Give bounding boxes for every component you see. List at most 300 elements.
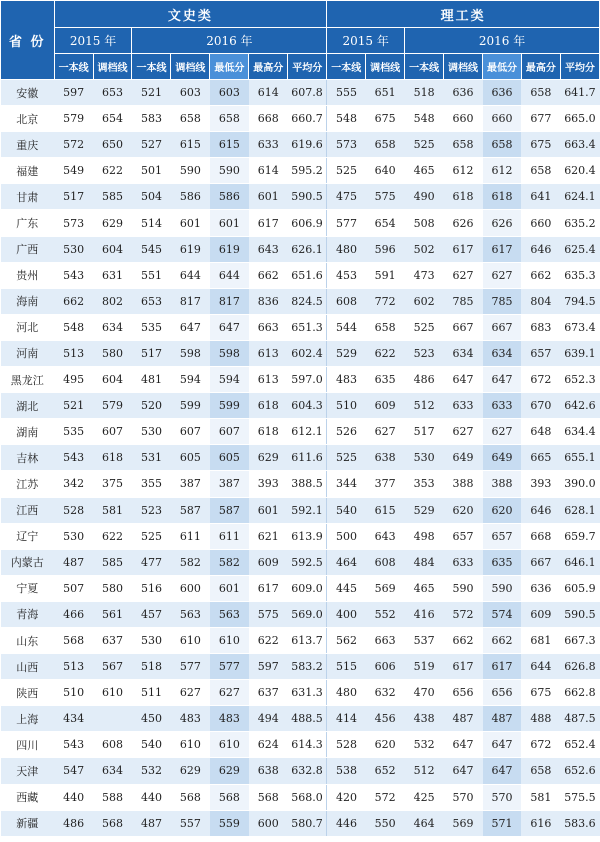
score-cell: 652.3 — [560, 367, 599, 393]
score-cell: 543 — [54, 262, 93, 288]
score-cell: 646.1 — [560, 549, 599, 575]
score-cell: 601 — [249, 497, 288, 523]
table-row — [1, 575, 600, 601]
score-cell: 582 — [171, 549, 210, 575]
score-cell: 635.3 — [560, 262, 599, 288]
province-cell: 山东 — [1, 627, 55, 653]
score-cell: 500 — [327, 523, 366, 549]
table-row — [1, 236, 600, 262]
score-cell: 526 — [327, 419, 366, 445]
score-cell: 610 — [171, 732, 210, 758]
score-cell: 662 — [249, 262, 288, 288]
score-cell: 487 — [54, 549, 93, 575]
score-cell: 481 — [132, 367, 171, 393]
score-cell: 518 — [405, 80, 444, 106]
score-cell: 629 — [93, 210, 132, 236]
score-cell: 590.5 — [288, 184, 327, 210]
score-cell: 550 — [366, 810, 405, 836]
score-cell: 633 — [249, 132, 288, 158]
score-cell: 525 — [405, 132, 444, 158]
score-cell: 342 — [54, 471, 93, 497]
score-cell: 639.1 — [560, 340, 599, 366]
score-cell: 601 — [171, 210, 210, 236]
score-cell: 473 — [405, 262, 444, 288]
score-cell: 532 — [132, 758, 171, 784]
score-cell: 464 — [405, 810, 444, 836]
score-cell: 594 — [210, 367, 249, 393]
score-cell: 574 — [483, 601, 522, 627]
score-cell: 520 — [132, 393, 171, 419]
score-cell: 651.6 — [288, 262, 327, 288]
province-cell: 吉林 — [1, 445, 55, 471]
score-cell: 622 — [93, 523, 132, 549]
score-cell: 377 — [366, 471, 405, 497]
score-cell: 620 — [483, 497, 522, 523]
score-cell: 611.6 — [288, 445, 327, 471]
score-cell: 620 — [366, 732, 405, 758]
table-row — [1, 393, 600, 419]
score-cell: 393 — [249, 471, 288, 497]
score-cell: 501 — [132, 158, 171, 184]
score-cell: 628.1 — [560, 497, 599, 523]
score-cell: 575 — [366, 184, 405, 210]
score-cell: 637 — [93, 627, 132, 653]
score-cell: 646 — [521, 236, 560, 262]
score-cell: 525 — [132, 523, 171, 549]
score-cell: 647 — [210, 314, 249, 340]
score-cell: 543 — [54, 732, 93, 758]
province-cell: 新疆 — [1, 810, 55, 836]
score-cell: 648 — [521, 419, 560, 445]
year-2015-header-li: 2015 年 — [327, 28, 405, 54]
score-cell: 588 — [93, 784, 132, 810]
score-cell: 483 — [210, 706, 249, 732]
province-cell: 上海 — [1, 706, 55, 732]
table-row — [1, 210, 600, 236]
score-cell: 517 — [405, 419, 444, 445]
score-cell: 614 — [249, 80, 288, 106]
score-cell: 599 — [171, 393, 210, 419]
score-cell: 571 — [483, 810, 522, 836]
score-cell: 528 — [327, 732, 366, 758]
score-cell: 580 — [93, 340, 132, 366]
table-row — [1, 706, 600, 732]
score-cell: 438 — [405, 706, 444, 732]
score-cell: 590 — [171, 158, 210, 184]
score-cell: 655.1 — [560, 445, 599, 471]
table-row — [1, 732, 600, 758]
province-cell: 山西 — [1, 654, 55, 680]
score-cell: 580.7 — [288, 810, 327, 836]
score-cell: 537 — [405, 627, 444, 653]
score-cell: 772 — [366, 288, 405, 314]
score-cell: 665.0 — [560, 106, 599, 132]
score-cell: 619 — [171, 236, 210, 262]
score-cell: 635 — [483, 549, 522, 575]
score-cell: 600 — [171, 575, 210, 601]
score-cell: 610 — [210, 732, 249, 758]
score-cell: 615 — [210, 132, 249, 158]
score-cell: 548 — [54, 314, 93, 340]
score-cell: 510 — [327, 393, 366, 419]
score-cell: 525 — [327, 158, 366, 184]
col-header-tiaodang: 调档线 — [171, 54, 210, 80]
score-cell: 632.8 — [288, 758, 327, 784]
score-cell: 633 — [444, 549, 483, 575]
score-cell: 663.4 — [560, 132, 599, 158]
score-cell: 390.0 — [560, 471, 599, 497]
score-cell: 817 — [210, 288, 249, 314]
score-cell: 647 — [483, 732, 522, 758]
score-cell: 602 — [405, 288, 444, 314]
score-cell: 549 — [54, 158, 93, 184]
score-cell: 416 — [405, 601, 444, 627]
table-row — [1, 367, 600, 393]
score-cell: 615 — [171, 132, 210, 158]
col-header-yiben: 一本线 — [327, 54, 366, 80]
score-cell: 457 — [132, 601, 171, 627]
score-cell: 616 — [521, 810, 560, 836]
score-cell: 561 — [93, 601, 132, 627]
score-cell: 585 — [93, 184, 132, 210]
col-header-min: 最低分 — [483, 54, 522, 80]
score-cell: 627 — [171, 680, 210, 706]
province-cell: 宁夏 — [1, 575, 55, 601]
year-2016-header-wen: 2016 年 — [132, 28, 327, 54]
table-row — [1, 106, 600, 132]
score-cell: 535 — [54, 419, 93, 445]
score-cell: 488 — [521, 706, 560, 732]
score-cell: 604 — [93, 236, 132, 262]
score-cell: 487.5 — [560, 706, 599, 732]
table-row — [1, 680, 600, 706]
score-cell: 518 — [132, 654, 171, 680]
score-cell: 649 — [444, 445, 483, 471]
score-cell: 658 — [171, 106, 210, 132]
score-cell: 568 — [249, 784, 288, 810]
table-row — [1, 758, 600, 784]
score-cell: 440 — [132, 784, 171, 810]
score-cell: 464 — [327, 549, 366, 575]
score-cell: 612 — [483, 158, 522, 184]
col-header-tiaodang: 调档线 — [93, 54, 132, 80]
province-cell: 四川 — [1, 732, 55, 758]
score-cell: 629 — [171, 758, 210, 784]
score-cell: 510 — [54, 680, 93, 706]
score-cell: 567 — [93, 654, 132, 680]
province-header: 省 份 — [1, 1, 55, 80]
score-cell: 663 — [366, 627, 405, 653]
score-cell: 598 — [171, 340, 210, 366]
score-cell: 562 — [327, 627, 366, 653]
score-cell: 434 — [54, 706, 93, 732]
score-cell: 627 — [483, 419, 522, 445]
score-cell: 603 — [171, 80, 210, 106]
score-cell: 612.1 — [288, 419, 327, 445]
score-cell: 653 — [93, 80, 132, 106]
group-header-wen: 文史类 — [54, 1, 327, 28]
score-cell: 624.1 — [560, 184, 599, 210]
score-cell: 502 — [405, 236, 444, 262]
score-cell: 675 — [366, 106, 405, 132]
score-cell: 626 — [444, 210, 483, 236]
score-cell — [93, 706, 132, 732]
score-cell: 632 — [366, 680, 405, 706]
score-cell: 607 — [171, 419, 210, 445]
score-cell: 530 — [132, 419, 171, 445]
score-cell: 548 — [327, 106, 366, 132]
score-cell: 530 — [405, 445, 444, 471]
score-cell: 600 — [249, 810, 288, 836]
score-cell: 667 — [521, 549, 560, 575]
score-cell: 657 — [444, 523, 483, 549]
province-cell: 江西 — [1, 497, 55, 523]
score-cell: 569 — [366, 575, 405, 601]
score-cell: 572 — [54, 132, 93, 158]
score-cell: 512 — [405, 393, 444, 419]
score-cell: 620.4 — [560, 158, 599, 184]
score-cell: 681 — [521, 627, 560, 653]
score-cell: 498 — [405, 523, 444, 549]
score-cell: 597.0 — [288, 367, 327, 393]
score-cell: 528 — [54, 497, 93, 523]
score-cell: 344 — [327, 471, 366, 497]
score-cell: 514 — [132, 210, 171, 236]
score-cell: 627 — [444, 262, 483, 288]
province-cell: 湖南 — [1, 419, 55, 445]
score-cell: 607 — [210, 419, 249, 445]
score-cell: 641 — [521, 184, 560, 210]
score-cell: 654 — [366, 210, 405, 236]
score-cell: 480 — [327, 236, 366, 262]
score-cell: 420 — [327, 784, 366, 810]
score-cell: 535 — [132, 314, 171, 340]
score-cell: 658 — [444, 132, 483, 158]
table-row — [1, 158, 600, 184]
score-cell: 475 — [327, 184, 366, 210]
score-cell: 353 — [405, 471, 444, 497]
score-cell: 612 — [444, 158, 483, 184]
score-cell: 658 — [210, 106, 249, 132]
score-cell: 590 — [210, 158, 249, 184]
score-cell: 627 — [210, 680, 249, 706]
table-row — [1, 314, 600, 340]
score-cell: 652.4 — [560, 732, 599, 758]
table-row — [1, 340, 600, 366]
score-cell: 486 — [405, 367, 444, 393]
score-cell: 650 — [93, 132, 132, 158]
score-cell: 548 — [405, 106, 444, 132]
score-cell: 641.7 — [560, 80, 599, 106]
score-cell: 543 — [54, 445, 93, 471]
score-cell: 555 — [327, 80, 366, 106]
score-cell: 477 — [132, 549, 171, 575]
score-cell: 662 — [444, 627, 483, 653]
score-cell: 613.9 — [288, 523, 327, 549]
table-body — [1, 80, 600, 837]
score-cell: 617 — [249, 575, 288, 601]
year-2015-header-wen: 2015 年 — [54, 28, 132, 54]
province-cell: 黑龙江 — [1, 367, 55, 393]
score-cell: 619.6 — [288, 132, 327, 158]
province-cell: 河北 — [1, 314, 55, 340]
score-cell: 636 — [483, 80, 522, 106]
score-cell: 658 — [483, 132, 522, 158]
score-cell: 387 — [210, 471, 249, 497]
score-cell: 647 — [444, 732, 483, 758]
score-cell: 602.4 — [288, 340, 327, 366]
score-cell: 644 — [210, 262, 249, 288]
score-cell: 453 — [327, 262, 366, 288]
score-cell: 521 — [54, 393, 93, 419]
score-cell: 508 — [405, 210, 444, 236]
score-cell: 587 — [210, 497, 249, 523]
table-row — [1, 419, 600, 445]
score-cell: 552 — [366, 601, 405, 627]
score-cell: 672 — [521, 367, 560, 393]
table-row — [1, 262, 600, 288]
score-cell: 605 — [210, 445, 249, 471]
score-cell: 662.8 — [560, 680, 599, 706]
table-row — [1, 132, 600, 158]
province-cell: 西藏 — [1, 784, 55, 810]
province-cell: 湖北 — [1, 393, 55, 419]
score-cell: 657 — [521, 340, 560, 366]
score-cell: 618 — [93, 445, 132, 471]
score-cell: 551 — [132, 262, 171, 288]
score-cell: 490 — [405, 184, 444, 210]
score-cell: 629 — [210, 758, 249, 784]
score-cell: 618 — [444, 184, 483, 210]
province-cell: 海南 — [1, 288, 55, 314]
score-cell: 658 — [521, 80, 560, 106]
score-cell: 620 — [444, 497, 483, 523]
score-cell: 577 — [210, 654, 249, 680]
score-cell: 466 — [54, 601, 93, 627]
score-cell: 683 — [521, 314, 560, 340]
score-cell: 651.3 — [288, 314, 327, 340]
score-cell: 617 — [444, 654, 483, 680]
score-cell: 547 — [54, 758, 93, 784]
score-cell: 487 — [483, 706, 522, 732]
score-cell: 484 — [405, 549, 444, 575]
score-cell: 387 — [171, 471, 210, 497]
score-cell: 670 — [521, 393, 560, 419]
score-cell: 603 — [210, 80, 249, 106]
score-cell: 587 — [171, 497, 210, 523]
score-cell: 668 — [521, 523, 560, 549]
score-cell: 586 — [210, 184, 249, 210]
score-cell: 540 — [132, 732, 171, 758]
score-cell: 530 — [54, 523, 93, 549]
score-cell: 635 — [366, 367, 405, 393]
score-cell: 633 — [483, 393, 522, 419]
score-cell: 617 — [483, 236, 522, 262]
score-cell: 677 — [521, 106, 560, 132]
table-row — [1, 471, 600, 497]
score-cell: 577 — [327, 210, 366, 236]
score-cell: 637 — [249, 680, 288, 706]
score-cell: 568 — [54, 627, 93, 653]
score-cell: 622 — [93, 158, 132, 184]
score-cell: 636 — [444, 80, 483, 106]
col-header-max: 最高分 — [249, 54, 288, 80]
score-cell: 654 — [93, 106, 132, 132]
score-cell: 626 — [483, 210, 522, 236]
score-cell: 667 — [444, 314, 483, 340]
score-cell: 580 — [93, 575, 132, 601]
score-cell: 575 — [249, 601, 288, 627]
score-cell: 591 — [366, 262, 405, 288]
score-cell: 633 — [444, 393, 483, 419]
score-cell: 590 — [483, 575, 522, 601]
table-row — [1, 654, 600, 680]
score-cell: 643 — [366, 523, 405, 549]
score-cell: 586 — [171, 184, 210, 210]
score-cell: 573 — [327, 132, 366, 158]
score-cell: 577 — [171, 654, 210, 680]
score-cell: 610 — [210, 627, 249, 653]
province-cell: 安徽 — [1, 80, 55, 106]
score-cell: 563 — [171, 601, 210, 627]
score-cell: 601 — [249, 184, 288, 210]
score-cell: 583.6 — [560, 810, 599, 836]
province-cell: 甘肃 — [1, 184, 55, 210]
score-cell: 483 — [171, 706, 210, 732]
score-cell: 647 — [444, 758, 483, 784]
score-cell: 609 — [249, 549, 288, 575]
score-cell: 607 — [93, 419, 132, 445]
score-cell: 597 — [249, 654, 288, 680]
score-cell: 615 — [366, 497, 405, 523]
score-cell: 636 — [521, 575, 560, 601]
score-cell: 614.3 — [288, 732, 327, 758]
table-row — [1, 445, 600, 471]
year-2016-header-li: 2016 年 — [405, 28, 600, 54]
col-header-tiaodang: 调档线 — [444, 54, 483, 80]
score-cell: 617 — [249, 210, 288, 236]
score-cell: 425 — [405, 784, 444, 810]
score-cell: 507 — [54, 575, 93, 601]
score-cell: 611 — [210, 523, 249, 549]
score-cell: 660 — [483, 106, 522, 132]
col-header-yiben: 一本线 — [132, 54, 171, 80]
score-cell: 590.5 — [560, 601, 599, 627]
col-header-avg: 平均分 — [560, 54, 599, 80]
score-cell: 592.5 — [288, 549, 327, 575]
score-cell: 662 — [54, 288, 93, 314]
group-header-li: 理工类 — [327, 1, 600, 28]
score-cell: 644 — [521, 654, 560, 680]
col-header-yiben: 一本线 — [54, 54, 93, 80]
score-cell: 590 — [444, 575, 483, 601]
score-cell: 517 — [132, 340, 171, 366]
score-cell: 530 — [54, 236, 93, 262]
score-cell: 651 — [366, 80, 405, 106]
score-cell: 583 — [132, 106, 171, 132]
province-cell: 广东 — [1, 210, 55, 236]
province-cell: 青海 — [1, 601, 55, 627]
score-cell: 511 — [132, 680, 171, 706]
province-cell: 贵州 — [1, 262, 55, 288]
score-cell: 569.0 — [288, 601, 327, 627]
score-cell: 626.8 — [560, 654, 599, 680]
score-cell: 465 — [405, 575, 444, 601]
score-cell: 658 — [366, 132, 405, 158]
score-cell: 513 — [54, 340, 93, 366]
score-cell: 532 — [405, 732, 444, 758]
table-row — [1, 601, 600, 627]
